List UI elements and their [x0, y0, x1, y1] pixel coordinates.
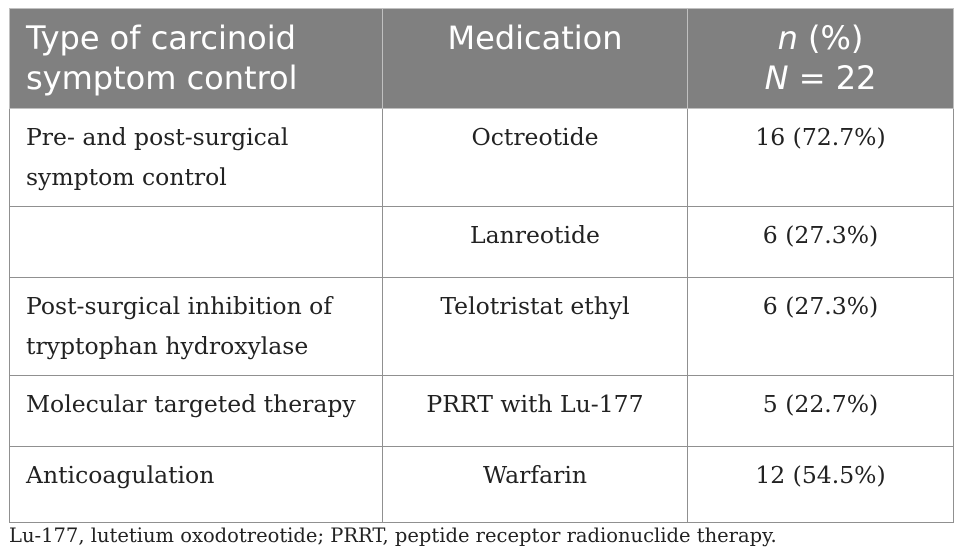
table-footnote: Lu-177, lutetium oxodotreotide; PRRT, peptide receptor radionuclide therapy. — [9, 524, 777, 547]
header-n-symbol: n — [777, 19, 798, 57]
table-row — [10, 109, 954, 207]
cell-symptom-control-type — [10, 207, 383, 278]
cell-count-percent: 12 (54.5%) — [688, 447, 954, 523]
header-type-line1: Type of carcinoid — [26, 19, 296, 57]
header-type-of-symptom-control — [10, 9, 383, 109]
table-header — [10, 9, 954, 109]
header-n-percent — [688, 9, 954, 109]
medication-table-container — [9, 8, 954, 523]
cell-count-percent: 6 (27.3%) — [688, 207, 954, 278]
cell-medication: Warfarin — [383, 447, 688, 523]
cell-type-line2: symptom control — [26, 163, 227, 191]
cell-symptom-control-type: Anticoagulation — [10, 447, 383, 523]
cell-medication: Lanreotide — [383, 207, 688, 278]
cell-medication: Telotristat ethyl — [383, 278, 688, 376]
table-body — [10, 109, 954, 523]
header-row — [10, 9, 954, 109]
cell-count-percent: 5 (22.7%) — [688, 376, 954, 447]
cell-symptom-control-type — [10, 109, 383, 207]
cell-type-line2: tryptophan hydroxylase — [26, 332, 309, 360]
table-row — [10, 376, 954, 447]
cell-symptom-control-type: Molecular targeted therapy — [10, 376, 383, 447]
header-total-symbol: N — [764, 59, 789, 97]
cell-type-line1: Pre- and post-surgical — [26, 123, 289, 151]
header-medication: Medication — [383, 9, 688, 109]
cell-medication: Octreotide — [383, 109, 688, 207]
table-row — [10, 207, 954, 278]
carcinoid-medication-table — [9, 8, 954, 523]
cell-medication: PRRT with Lu-177 — [383, 376, 688, 447]
cell-count-percent: 6 (27.3%) — [688, 278, 954, 376]
header-type-line2: symptom control — [26, 59, 298, 97]
header-percent-symbol: (%) — [797, 19, 864, 57]
header-total-value: = 22 — [788, 59, 877, 97]
cell-symptom-control-type — [10, 278, 383, 376]
table-row — [10, 278, 954, 376]
table-row — [10, 447, 954, 523]
cell-count-percent: 16 (72.7%) — [688, 109, 954, 207]
cell-type-line1: Post-surgical inhibition of — [26, 292, 333, 320]
